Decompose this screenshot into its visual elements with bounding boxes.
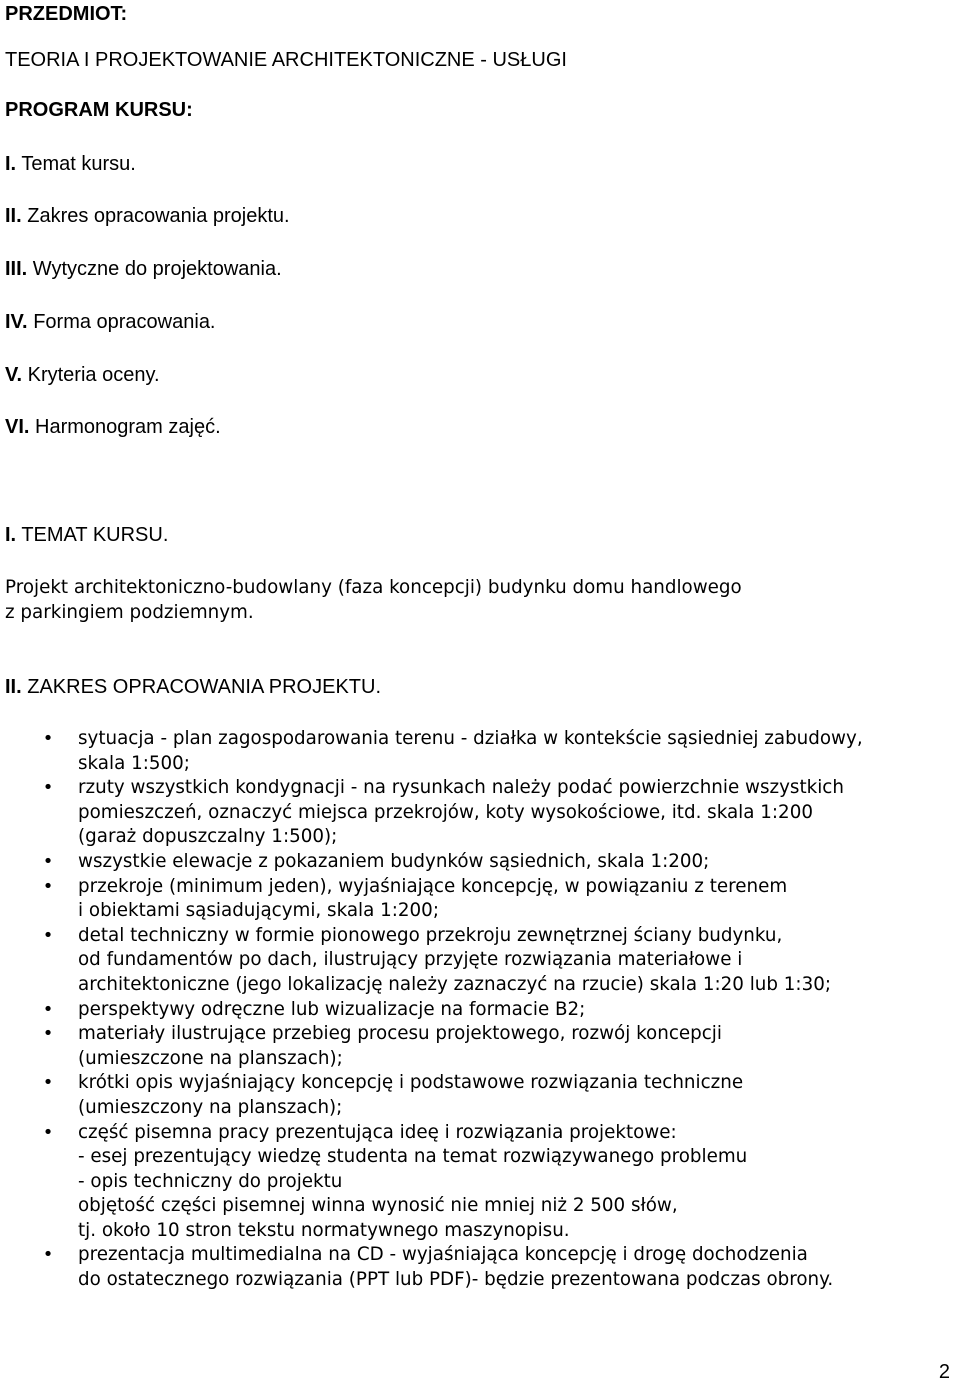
list-item: • prezentacja multimedialna na CD - wyjaśniająca koncepcję i drogę dochodzenia do ostatecznego rozwiązania (PPT lub PDF)- będzie prezentowana podczas obrony. (0, 1243, 960, 1292)
bullet-icon: • (42, 1244, 54, 1266)
list-item: • wszystkie elewacje z pokazaniem budynków sąsiednich, skala 1:200; (0, 850, 960, 875)
section1-body-line: Projekt architektoniczno-budowlany (faza koncepcji) budynku domu handlowego (5, 577, 742, 598)
toc-item: IV. Forma opracowania. (5, 311, 216, 333)
toc-item: III. Wytyczne do projektowania. (5, 258, 282, 280)
list-item: • część pisemna pracy prezentująca ideę i rozwiązania projektowe: - esej prezentujący wiedzę studenta na temat rozwiązywanego problemu - opis techniczny do projektu objętość części pisemnej winna wynosić nie mniej niż 2 500 słów, tj. około 10 stron tekstu normatywnego maszynopisu. (0, 1121, 960, 1244)
list-item: • detal techniczny w formie pionowego przekroju zewnętrznej ściany budynku, od fundamentów po dach, ilustrujący przyjęte rozwiązania materiałowe i architektoniczne (jego lokalizację należy zaznaczyć na rzucie) skala 1:20 lub 1:30; (0, 924, 960, 998)
subject-title: TEORIA I PROJEKTOWANIE ARCHITEKTONICZNE - USŁUGI (5, 49, 567, 71)
bullet-icon: • (42, 1072, 54, 1094)
program-label: PROGRAM KURSU: (5, 99, 193, 121)
toc-item: V. Kryteria oceny. (5, 364, 160, 386)
list-item: • przekroje (minimum jeden), wyjaśniające koncepcję, w powiązaniu z terenem i obiektami sąsiadującymi, skala 1:200; (0, 875, 960, 924)
bullet-icon: • (42, 924, 54, 946)
page-number: 2 (938, 1361, 950, 1383)
list-item: • perspektywy odręczne lub wizualizacje na formacie B2; (0, 998, 960, 1023)
toc-item: II. Zakres opracowania projektu. (5, 205, 290, 227)
bullet-icon: • (42, 777, 54, 799)
bullet-icon: • (42, 1023, 54, 1045)
section1-heading: I. TEMAT KURSU. (5, 524, 169, 546)
bullet-icon: • (42, 850, 54, 872)
toc-item: VI. Harmonogram zajęć. (5, 416, 221, 438)
section1-body-line: z parkingiem podziemnym. (5, 602, 254, 623)
bullet-icon: • (42, 875, 54, 897)
list-item: • sytuacja - plan zagospodarowania terenu - działka w kontekście sąsiedniej zabudowy, skala 1:500; (0, 727, 960, 776)
section2-heading: II. ZAKRES OPRACOWANIA PROJEKTU. (5, 676, 381, 698)
list-item: • rzuty wszystkich kondygnacji - na rysunkach należy podać powierzchnie wszystkich pomieszczeń, oznaczyć miejsca przekrojów, koty wysokościowe, itd. skala 1:200 (garaż dopuszczalny 1:500); (0, 776, 960, 850)
scope-list (0, 727, 960, 1293)
bullet-icon: • (42, 1121, 54, 1143)
subject-label: PRZEDMIOT: (5, 3, 128, 25)
list-item: • materiały ilustrujące przebieg procesu projektowego, rozwój koncepcji (umieszczone na planszach); (0, 1022, 960, 1071)
bullet-icon: • (42, 998, 54, 1020)
list-item: • krótki opis wyjaśniający koncepcję i podstawowe rozwiązania techniczne (umieszczony na planszach); (0, 1071, 960, 1120)
bullet-icon: • (42, 728, 54, 749)
toc-item: I. Temat kursu. (5, 153, 136, 175)
